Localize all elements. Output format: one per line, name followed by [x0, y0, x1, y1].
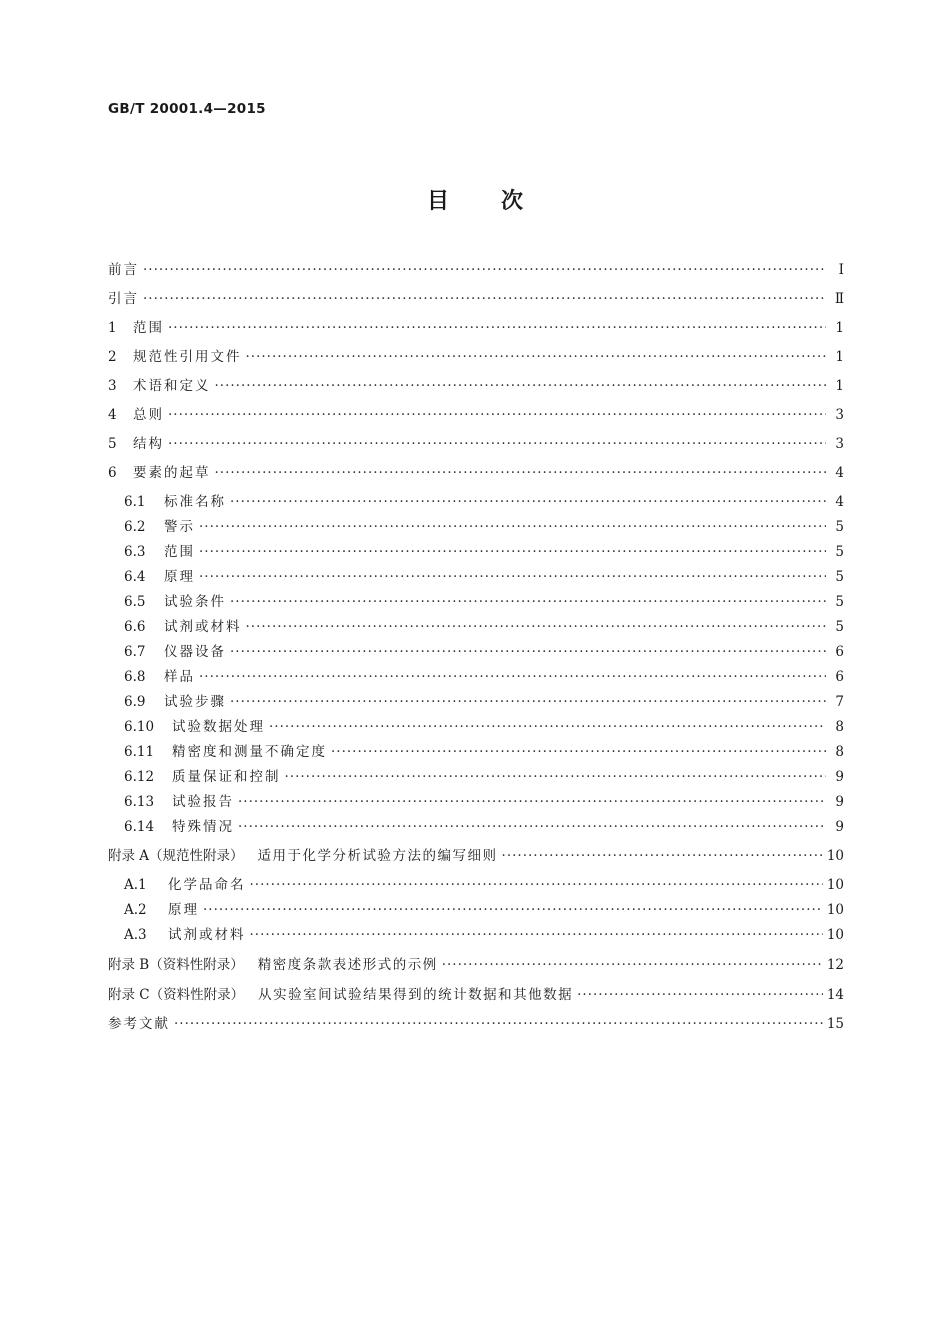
title-char-1: 目: [426, 189, 449, 214]
toc-entry[interactable]: [108, 432, 844, 452]
toc-entry-page: 5: [835, 569, 844, 585]
toc-entry-page: 9: [835, 794, 844, 810]
toc-entry-number: 4: [108, 407, 117, 423]
toc-entry[interactable]: [108, 345, 844, 365]
toc-entry-page: 10: [826, 848, 844, 864]
toc-entry-label: 试剂或材料: [168, 927, 246, 943]
toc-entry-number: A.2: [124, 902, 147, 918]
toc-entry-number: 6.3: [124, 544, 146, 560]
toc-leader-dots: [442, 957, 823, 973]
title-char-2: 次: [501, 189, 524, 214]
toc-entry[interactable]: [108, 690, 844, 710]
toc-entry-label: 试验数据处理: [172, 719, 265, 735]
toc-entry-label: 原理: [164, 569, 195, 585]
toc-entry-number: 6.8: [124, 669, 146, 685]
toc-entry-number: 1: [108, 320, 117, 336]
toc-entry[interactable]: [108, 461, 844, 481]
toc-entry[interactable]: [108, 790, 844, 810]
toc-entry-label: 前言: [108, 262, 139, 278]
toc-entry-number: 6.4: [124, 569, 146, 585]
toc-entry[interactable]: [108, 490, 844, 510]
toc-entry-page: 8: [835, 744, 844, 760]
toc-entry-number: 附录 C（资料性附录）: [108, 987, 245, 1003]
toc-entry-label: 仪器设备: [164, 644, 226, 660]
toc-entry[interactable]: [108, 374, 844, 394]
toc-entry-page: 9: [835, 769, 844, 785]
toc-leader-dots: [230, 594, 826, 610]
toc-entry-number: 2: [108, 349, 117, 365]
toc-entry-label: 术语和定义: [133, 378, 211, 394]
toc-entry-page: 5: [835, 619, 844, 635]
toc-entry[interactable]: [108, 765, 844, 785]
toc-entry-label: 试验步骤: [164, 694, 226, 710]
toc-entry-page: 12: [826, 957, 844, 973]
toc-entry-page: 5: [835, 594, 844, 610]
toc-entry[interactable]: [108, 953, 844, 973]
toc-entry[interactable]: [108, 540, 844, 560]
toc-leader-dots: [250, 877, 823, 893]
toc-leader-dots: [577, 987, 823, 1003]
toc-entry-label: 结构: [133, 436, 164, 452]
toc-leader-dots: [174, 1016, 823, 1032]
toc-entry-label: 试验报告: [172, 794, 234, 810]
toc-entry-label: 样品: [164, 669, 195, 685]
toc-leader-dots: [246, 349, 827, 365]
toc-entry-label: 试验条件: [164, 594, 226, 610]
toc-entry-number: 6: [108, 465, 117, 481]
toc-entry-label: 范围: [164, 544, 195, 560]
toc-entry-number: 6.2: [124, 519, 146, 535]
toc-leader-dots: [199, 669, 826, 685]
toc-leader-dots: [143, 262, 826, 278]
toc-entry-number: A.1: [124, 877, 147, 893]
toc-entry-label: 特殊情况: [172, 819, 234, 835]
toc-entry-page: 8: [835, 719, 844, 735]
toc-entry[interactable]: [108, 715, 844, 735]
toc-entry[interactable]: [108, 258, 844, 278]
toc-entry[interactable]: [108, 923, 844, 943]
toc-entry-number: 3: [108, 378, 117, 394]
toc-entry-number: 6.9: [124, 694, 146, 710]
toc-entry-page: 1: [835, 378, 844, 394]
toc-entry-number: 6.12: [124, 769, 155, 785]
toc-leader-dots: [238, 819, 826, 835]
toc-leader-dots: [215, 378, 827, 394]
toc-entry-label: 警示: [164, 519, 195, 535]
toc-entry-label: 范围: [133, 320, 164, 336]
toc-entry-label: 参考文献: [108, 1016, 170, 1032]
toc-entry-number: A.3: [124, 927, 147, 943]
toc-leader-dots: [203, 902, 823, 918]
toc-leader-dots: [199, 519, 826, 535]
toc-entry[interactable]: [108, 565, 844, 585]
toc-entry-page: 3: [835, 407, 844, 423]
toc-entry-page: 15: [826, 1016, 844, 1032]
toc-leader-dots: [168, 436, 826, 452]
toc-entry-number: 6.5: [124, 594, 146, 610]
toc-entry-page: 14: [826, 987, 844, 1003]
toc-entry-label: 总则: [133, 407, 164, 423]
toc-leader-dots: [230, 494, 826, 510]
toc-entry-label: 原理: [168, 902, 199, 918]
toc-entry[interactable]: [108, 590, 844, 610]
toc-entry[interactable]: [108, 515, 844, 535]
toc-entry-page: 4: [835, 494, 844, 510]
toc-leader-dots: [238, 794, 826, 810]
toc-entry[interactable]: [108, 740, 844, 760]
toc-entry-label: 质量保证和控制: [172, 769, 281, 785]
toc-entry-page: 4: [835, 465, 844, 481]
toc-entry-page: 10: [826, 877, 844, 893]
toc-leader-dots: [168, 320, 826, 336]
toc-entry-page: 1: [835, 320, 844, 336]
toc-leader-dots: [331, 744, 826, 760]
toc-entry[interactable]: [108, 844, 844, 864]
toc-entry-page: 1: [835, 349, 844, 365]
toc-entry[interactable]: [108, 1012, 844, 1032]
toc-leader-dots: [246, 619, 827, 635]
toc-entry-label: 化学品命名: [168, 877, 246, 893]
toc-entry[interactable]: [108, 665, 844, 685]
toc-entry[interactable]: [108, 287, 844, 307]
toc-entry-label: 标准名称: [164, 494, 226, 510]
toc-entry[interactable]: [108, 615, 844, 635]
toc-entry-page: 6: [835, 644, 844, 660]
toc-entry-label: 精密度和测量不确定度: [172, 744, 327, 760]
toc-leader-dots: [215, 465, 827, 481]
standard-code: GB/T 20001.4—2015: [108, 101, 266, 117]
toc-entry-label: 要素的起草: [133, 465, 211, 481]
toc-entry-page: 6: [835, 669, 844, 685]
toc-entry-page: 7: [835, 694, 844, 710]
toc-leader-dots: [230, 694, 826, 710]
toc-entry-number: 5: [108, 436, 117, 452]
toc-entry[interactable]: [108, 815, 844, 835]
toc-entry-number: 6.10: [124, 719, 155, 735]
toc-leader-dots: [230, 644, 826, 660]
toc-leader-dots: [250, 927, 823, 943]
toc-leader-dots: [285, 769, 827, 785]
toc-entry-page: 10: [826, 902, 844, 918]
toc-leader-dots: [168, 407, 826, 423]
toc-entry-page: 5: [835, 544, 844, 560]
toc-entry-number: 6.13: [124, 794, 155, 810]
toc-entry[interactable]: [108, 640, 844, 660]
toc-entry-page: Ⅱ: [834, 291, 844, 307]
toc-entry-page: 5: [835, 519, 844, 535]
toc-entry-page: 3: [835, 436, 844, 452]
toc-entry-number: 6.14: [124, 819, 155, 835]
toc-entry-number: 附录 B（资料性附录）: [108, 957, 244, 973]
toc-leader-dots: [199, 544, 826, 560]
toc-entry[interactable]: [108, 873, 844, 893]
toc-entry-number: 附录 A（规范性附录）: [108, 848, 244, 864]
page-title: [0, 184, 950, 215]
toc-entry-page: 9: [835, 819, 844, 835]
toc-entry[interactable]: [108, 403, 844, 423]
toc-entry-page: 10: [826, 927, 844, 943]
toc-leader-dots: [269, 719, 826, 735]
toc-leader-dots: [502, 848, 823, 864]
toc-entry[interactable]: [108, 898, 844, 918]
toc-entry[interactable]: [108, 983, 844, 1003]
toc-entry-label: 规范性引用文件: [133, 349, 242, 365]
toc-entry-number: 6.6: [124, 619, 146, 635]
toc-entry-label: 适用于化学分析试验方法的编写细则: [257, 848, 498, 864]
toc-leader-dots: [143, 291, 826, 307]
toc-entry-number: 6.7: [124, 644, 146, 660]
toc-entry-label: 试剂或材料: [164, 619, 242, 635]
toc-leader-dots: [199, 569, 826, 585]
toc-entry[interactable]: [108, 316, 844, 336]
toc-entry-number: 6.11: [124, 744, 155, 760]
toc-entry-label: 从实验室间试验结果得到的统计数据和其他数据: [258, 987, 574, 1003]
toc-entry-page: Ⅰ: [838, 262, 844, 278]
toc-entry-label: 引言: [108, 291, 139, 307]
toc-entry-label: 精密度条款表述形式的示例: [257, 957, 438, 973]
toc-entry-number: 6.1: [124, 494, 146, 510]
